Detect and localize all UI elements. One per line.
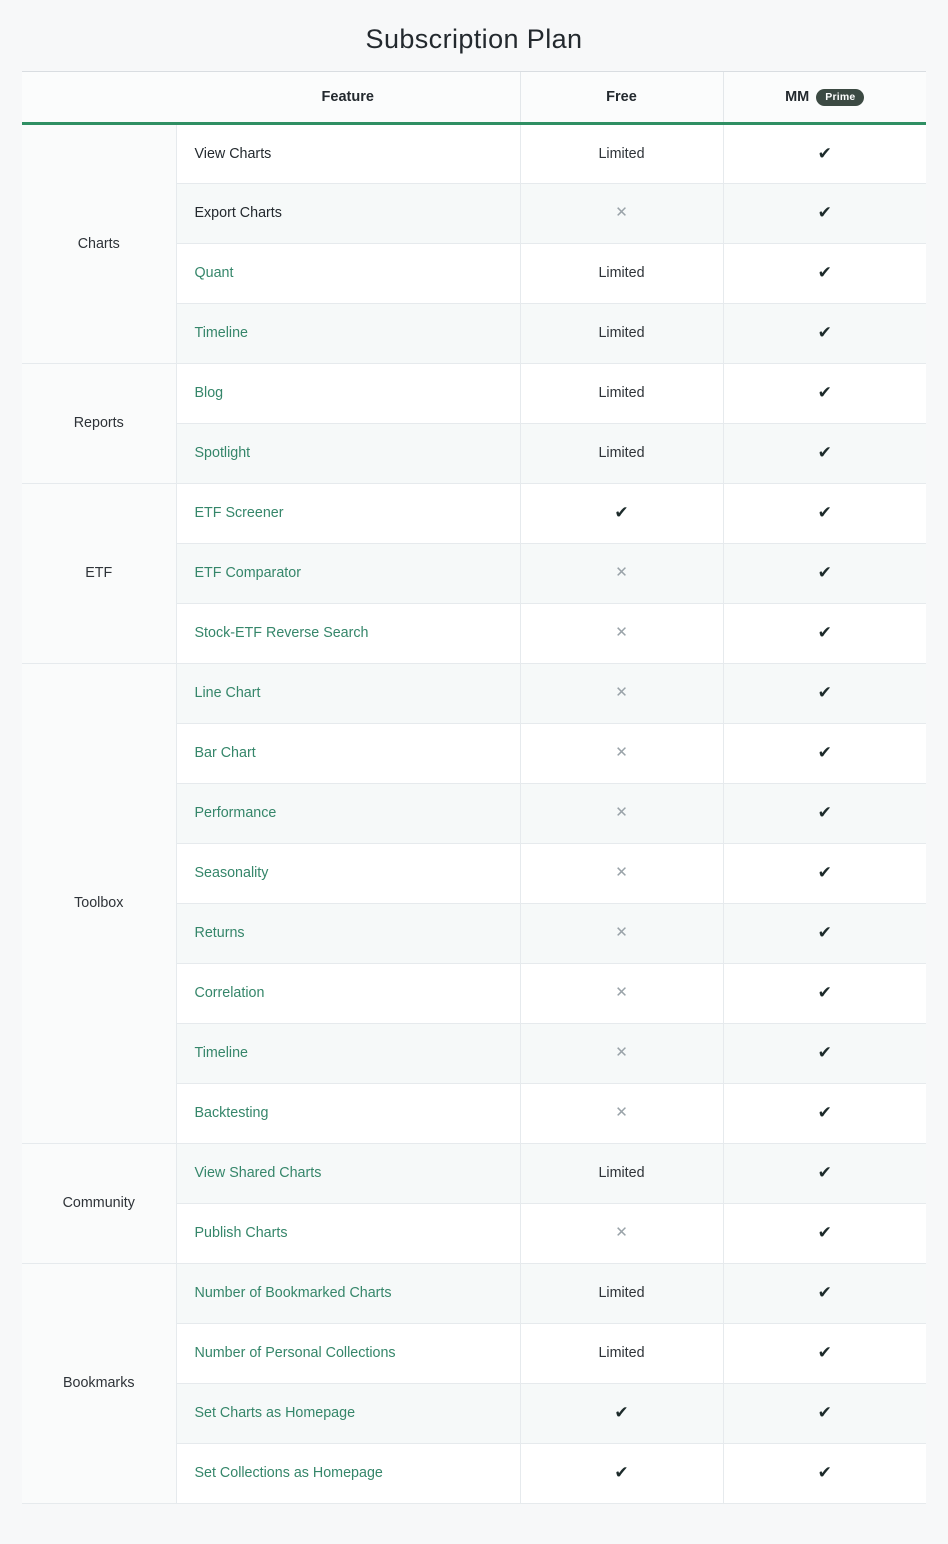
cross-icon: ✕ [615,684,628,701]
feature-link[interactable]: Line Chart [194,685,261,701]
check-icon: ✔ [817,683,832,702]
mm-plan-value [723,843,926,903]
mm-plan-value [723,783,926,843]
feature-link[interactable]: Timeline [194,325,248,341]
check-icon: ✔ [817,443,832,462]
free-plan-value [520,843,723,903]
mm-plan-value [723,1263,926,1323]
feature-link[interactable]: Set Collections as Homepage [194,1465,383,1481]
page-title: Subscription Plan [362,24,587,57]
feature-cell[interactable] [176,1323,520,1383]
feature-cell[interactable] [176,1083,520,1143]
feature-cell[interactable] [176,423,520,483]
check-icon: ✔ [817,1343,832,1362]
free-plan-value [520,483,723,543]
table-row [22,123,926,183]
check-icon: ✔ [614,503,629,522]
feature-link[interactable]: Seasonality [194,865,269,881]
free-plan-value [520,123,723,183]
check-icon: ✔ [817,323,832,342]
free-plan-value [520,303,723,363]
mm-plan-value [723,1383,926,1443]
check-icon: ✔ [817,1163,832,1182]
header-group-column [22,72,176,123]
feature-cell[interactable] [176,483,520,543]
mm-plan-value [723,363,926,423]
feature-cell[interactable] [176,843,520,903]
feature-link[interactable]: Bar Chart [194,745,256,761]
cross-icon: ✕ [615,204,628,221]
cross-icon: ✕ [615,564,628,581]
limited-label: Limited [598,1165,645,1181]
feature-cell[interactable] [176,783,520,843]
table-row [22,1263,926,1323]
mm-plan-value [723,903,926,963]
feature-link[interactable]: Stock-ETF Reverse Search [194,625,369,641]
group-label-charts: Charts [22,123,176,363]
feature-cell[interactable] [176,663,520,723]
feature-link[interactable]: Spotlight [194,445,251,461]
check-icon: ✔ [817,983,832,1002]
mm-plan-value [723,1143,926,1203]
group-label-bookmarks: Bookmarks [22,1263,176,1503]
check-icon: ✔ [817,923,832,942]
feature-link[interactable]: Quant [194,265,234,281]
mm-plan-value [723,243,926,303]
feature-cell[interactable] [176,543,520,603]
check-icon: ✔ [817,503,832,522]
mm-plan-label-wrap [785,89,864,106]
feature-link[interactable]: ETF Comparator [194,565,301,581]
free-plan-value [520,243,723,303]
feature-cell[interactable] [176,1143,520,1203]
table-row [22,663,926,723]
cross-icon: ✕ [615,804,628,821]
table-body [22,123,926,1503]
cross-icon: ✕ [615,1224,628,1241]
check-icon: ✔ [614,1403,629,1422]
feature-link[interactable]: Performance [194,805,277,821]
mm-plan-value [723,1203,926,1263]
feature-link[interactable]: Number of Bookmarked Charts [194,1285,392,1301]
free-plan-value [520,183,723,243]
free-plan-value [520,963,723,1023]
feature-link[interactable]: View Shared Charts [194,1165,322,1181]
subscription-plan-table [22,72,926,1504]
free-plan-value [520,1143,723,1203]
check-icon: ✔ [614,1463,629,1482]
check-icon: ✔ [817,863,832,882]
free-plan-value [520,1443,723,1503]
page-header [0,0,948,71]
cross-icon: ✕ [615,744,628,761]
mm-plan-value [723,423,926,483]
free-plan-value [520,543,723,603]
check-icon: ✔ [817,1103,832,1122]
cross-icon: ✕ [615,864,628,881]
mm-plan-value [723,543,926,603]
feature-cell[interactable] [176,963,520,1023]
free-plan-value [520,1203,723,1263]
feature-link[interactable]: ETF Screener [194,505,284,521]
mm-plan-value [723,1443,926,1503]
feature-link[interactable]: Returns [194,925,245,941]
feature-link[interactable]: Blog [194,385,224,401]
check-icon: ✔ [817,383,832,402]
header-free-plan: Free [520,72,723,123]
free-plan-value [520,903,723,963]
feature-cell[interactable] [176,1203,520,1263]
cross-icon: ✕ [615,624,628,641]
free-plan-value [520,1323,723,1383]
group-label-community: Community [22,1143,176,1263]
free-plan-value [520,1383,723,1443]
check-icon: ✔ [817,203,832,222]
check-icon: ✔ [817,1283,832,1302]
free-plan-value [520,723,723,783]
mm-plan-value [723,1323,926,1383]
mm-plan-value [723,303,926,363]
free-plan-value [520,1263,723,1323]
header-row [22,72,926,123]
limited-label: Limited [598,1345,645,1361]
cross-icon: ✕ [615,984,628,1001]
check-icon: ✔ [817,143,832,163]
group-label-reports: Reports [22,363,176,483]
feature-cell[interactable] [176,1023,520,1083]
group-label-etf: ETF [22,483,176,663]
table-row [22,1143,926,1203]
limited-label: Limited [598,325,645,341]
mm-plan-value [723,483,926,543]
mm-plan-label: MM [785,89,810,106]
subscription-plan-table-container [22,71,926,1504]
mm-plan-value [723,723,926,783]
feature-link[interactable]: Correlation [194,985,265,1001]
feature-cell[interactable] [176,903,520,963]
limited-label: Limited [598,145,645,162]
cross-icon: ✕ [615,1104,628,1121]
check-icon: ✔ [817,1403,832,1422]
mm-plan-value [723,663,926,723]
table-row [22,483,926,543]
check-icon: ✔ [817,1463,832,1482]
check-icon: ✔ [817,743,832,762]
check-icon: ✔ [817,1223,832,1242]
feature-link[interactable]: Publish Charts [194,1225,288,1241]
check-icon: ✔ [817,623,832,642]
check-icon: ✔ [817,1043,832,1062]
limited-label: Limited [598,385,645,401]
feature-link[interactable]: Backtesting [194,1105,269,1121]
feature-cell[interactable] [176,723,520,783]
free-plan-value [520,1023,723,1083]
mm-plan-value [723,963,926,1023]
free-plan-value [520,783,723,843]
cross-icon: ✕ [615,924,628,941]
feature-cell: Export Charts [176,183,520,243]
feature-cell[interactable] [176,363,520,423]
mm-plan-value [723,123,926,183]
feature-cell[interactable] [176,1383,520,1443]
feature-cell[interactable] [176,603,520,663]
feature-link[interactable]: Set Charts as Homepage [194,1405,356,1421]
free-plan-value [520,423,723,483]
table-header [22,72,926,123]
feature-cell[interactable] [176,243,520,303]
mm-plan-value [723,183,926,243]
header-feature: Feature [176,72,520,123]
table-row [22,363,926,423]
free-plan-value [520,603,723,663]
feature-link[interactable]: Number of Personal Collections [194,1345,396,1361]
feature-cell[interactable] [176,303,520,363]
free-plan-value [520,663,723,723]
mm-plan-value [723,1083,926,1143]
feature-cell: View Charts [176,123,520,183]
feature-cell[interactable] [176,1443,520,1503]
mm-plan-value [723,1023,926,1083]
limited-label: Limited [598,1285,645,1301]
mm-plan-value [723,603,926,663]
group-label-toolbox: Toolbox [22,663,176,1143]
check-icon: ✔ [817,803,832,822]
header-mm-plan [723,72,926,123]
check-icon: ✔ [817,563,832,582]
feature-cell[interactable] [176,1263,520,1323]
check-icon: ✔ [817,263,832,282]
free-plan-value [520,1083,723,1143]
limited-label: Limited [598,265,645,281]
limited-label: Limited [598,445,645,461]
feature-link[interactable]: Timeline [194,1045,248,1061]
prime-badge: Prime [816,89,864,106]
cross-icon: ✕ [615,1044,628,1061]
free-plan-value [520,363,723,423]
